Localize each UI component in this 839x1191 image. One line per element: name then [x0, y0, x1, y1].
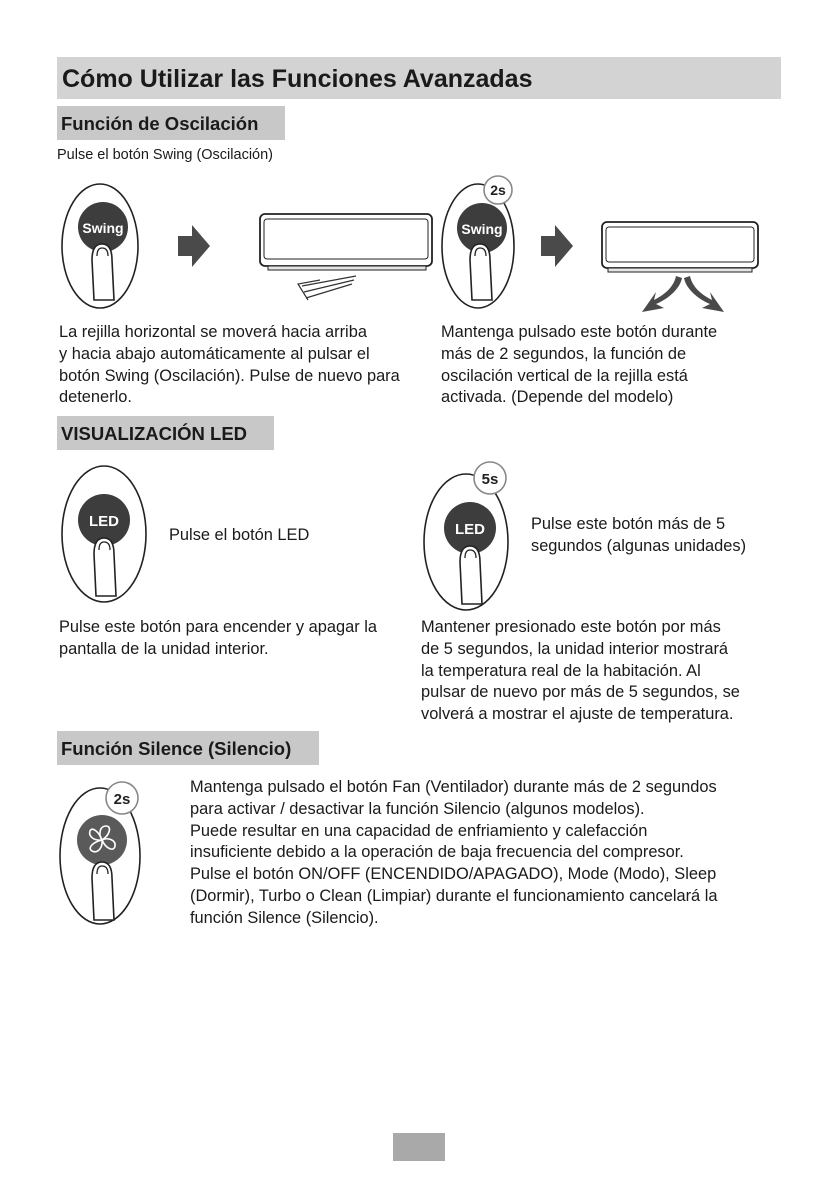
- swing-description-right: Mantenga pulsado este botón durante más de 2 segundos, la función de oscilación vertical de la rejilla está activada. (Depende del modelo): [441, 323, 718, 407]
- ac-unit-vertical-swing: [600, 220, 760, 320]
- led-description-left: Pulse este botón para encender y apagar la pantalla de la unidad interior.: [59, 618, 378, 658]
- arrow-right-icon: [541, 225, 573, 267]
- led-hold-label: 5s: [481, 471, 499, 488]
- led-button-label: LED: [89, 513, 119, 530]
- ac-unit-horizontal-swing: [258, 212, 436, 304]
- page-number-block: [393, 1133, 445, 1161]
- led-caption-left: Pulse el botón LED: [169, 526, 310, 544]
- swing-hold-remote-illustration: [440, 176, 532, 310]
- led-description-right: Mantener presionado este botón por más de 5 segundos, la unidad interior mostrará la temperatura real de la habitación. Al pulsar de nuevo por más de 5 segundos, se volverá a mostrar el ajuste de temperatura.: [421, 618, 740, 724]
- swing-hold-button-label: Swing: [461, 221, 503, 237]
- led-remote-illustration: [60, 464, 152, 604]
- page-title: Cómo Utilizar las Funciones Avanzadas: [57, 57, 781, 99]
- section-title-led: VISUALIZACIÓN LED: [57, 416, 274, 450]
- swing-intro: Pulse el botón Swing (Oscilación): [57, 147, 273, 163]
- swing-remote-illustration: [60, 182, 144, 310]
- led-hold-remote-illustration: [422, 462, 518, 612]
- fan-remote-illustration: [58, 782, 150, 928]
- arrow-right-icon: [178, 225, 210, 267]
- led-hold-button-label: LED: [455, 521, 485, 538]
- swing-description-left: La rejilla horizontal se moverá hacia arriba y hacia abajo automáticamente al pulsar el botón Swing (Oscilación). Pulse de nuevo para detenerlo.: [59, 323, 400, 407]
- section-title-silence: Función Silence (Silencio): [57, 731, 319, 765]
- led-caption-right: Pulse este botón más de 5 segundos (algunas unidades): [531, 515, 747, 555]
- silence-hold-label: 2s: [113, 791, 131, 808]
- swing-hold-label: 2s: [490, 182, 506, 198]
- section-title-swing: Función de Oscilación: [57, 106, 285, 140]
- swing-button-label: Swing: [82, 220, 124, 236]
- silence-description: Mantenga pulsado el botón Fan (Ventilador) durante más de 2 segundos para activar / desactivar la función Silencio (algunos modelos). Puede resultar en una capacidad de enfriamiento y calefacción insuficiente debido a la operación de baja frecuencia del compresor. Pulse el botón ON/OFF (ENCENDIDO/APAGADO), Mode (Modo), Sleep (Dormir), Turbo o Clean (Limpiar) durante el funcionamiento cancelará la función Silence (Silencio).: [190, 778, 718, 927]
